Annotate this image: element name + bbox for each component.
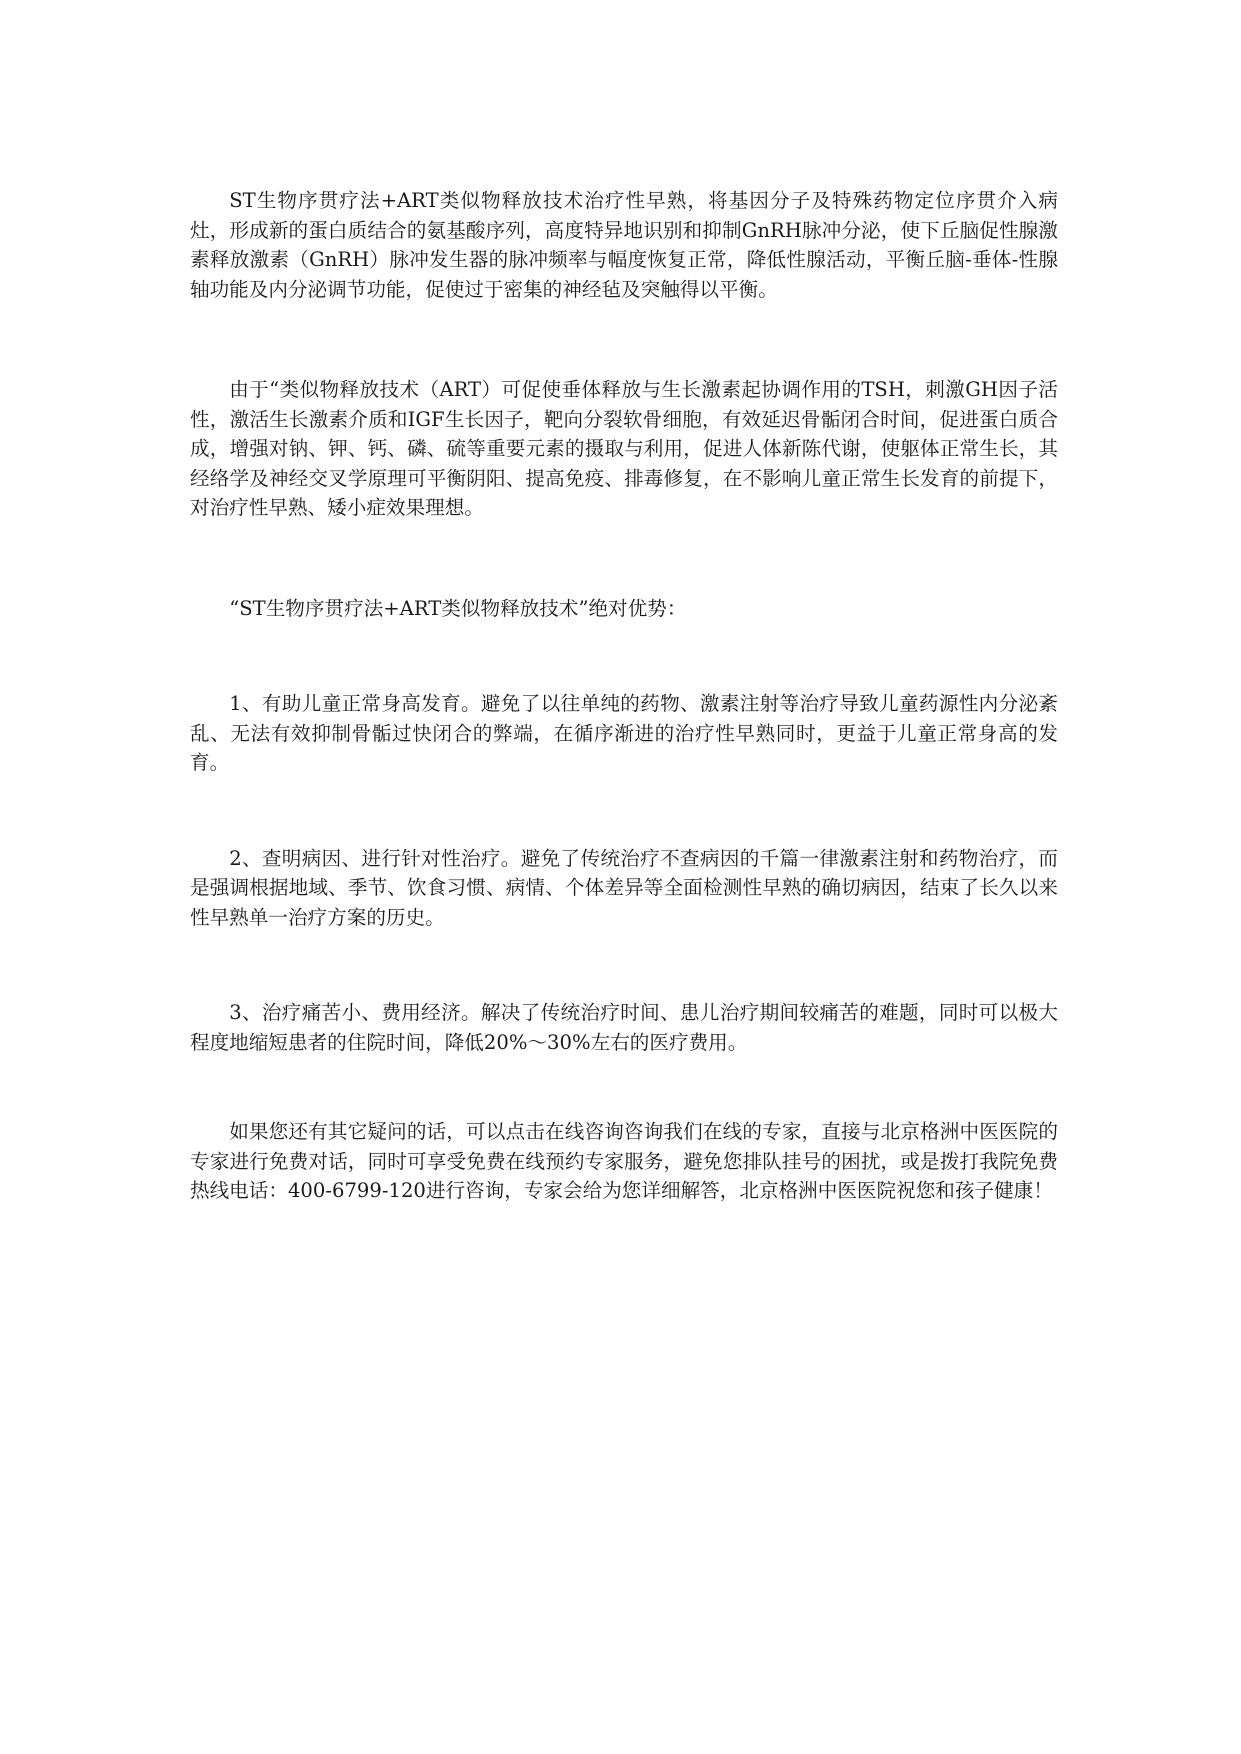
paragraph-gap [190, 1057, 1058, 1117]
advantage-item-1: 1、有助儿童正常身高发育。避免了以往单纯的药物、激素注射等治疗导致儿童药源性内分泌紊乱、无法有效抑制骨骺过快闭合的弊端，在循序渐进的治疗性早熟同时，更益于儿童正常身高的发育。 [190, 692, 1058, 774]
paragraph-gap [190, 523, 1058, 594]
advantage-item-2: 2、查明病因、进行针对性治疗。避免了传统治疗不查病因的千篇一律激素注射和药物治疗，而是强调根据地域、季节、饮食习惯、病情、个体差异等全面检测性早熟的确切病因，结束了长久以来性早熟单一治疗方案的历史。 [190, 846, 1058, 929]
advantage-item-3: 3、治疗痛苦小、费用经济。解决了传统治疗时间、患儿治疗期间较痛苦的难题，同时可以极大程度地缩短患者的住院时间，降低20%～30%左右的医疗费用。 [190, 1001, 1058, 1054]
paragraph-art-mechanism: 由于“类似物释放技术（ART）可促使垂体释放与生长激素起协调作用的TSH，刺激GH因子活性，激活生长激素介质和IGF生长因子，靶向分裂软骨细胞，有效延迟骨骺闭合时间，促进蛋白质合成，增强对钠、钾、钙、磷、硫等重要元素的摄取与利用，促进人体新陈代谢，使躯体正常生长，其经络学及神经交叉学原理可平衡阴阳、提高免疫、排毒修复，在不影响儿童正常生长发育的前提下，对治疗性早熟、矮小症效果理想。 [190, 378, 1058, 519]
paragraph-intro: ST生物序贯疗法+ART类似物释放技术治疗性早熟，将基因分子及特殊药物定位序贯介入病灶，形成新的蛋白质结合的氨基酸序列，高度特异地识别和抑制GnRH脉冲分泌，使下丘脑促性腺激素释放激素（GnRH）脉冲发生器的脉冲频率与幅度恢复正常，降低性腺活动，平衡丘脑-垂体-性腺轴功能及内分泌调节功能，促使过于密集的神经毡及突触得以平衡。 [190, 189, 1058, 301]
paragraph-gap [190, 304, 1058, 375]
document-body [190, 186, 1058, 1206]
paragraph-gap [190, 623, 1058, 689]
paragraph-gap [190, 778, 1058, 844]
paragraph-gap [190, 932, 1058, 998]
paragraph-contact: 如果您还有其它疑问的话，可以点击在线咨询咨询我们在线的专家，直接与北京格洲中医医院的专家进行免费对话，同时可享受免费在线预约专家服务，避免您排队挂号的困扰，或是拨打我院免费热线电话：400-6799-120进行咨询，专家会给为您详细解答，北京格洲中医医院祝您和孩子健康！ [190, 1120, 1058, 1202]
advantages-heading: “ST生物序贯疗法+ART类似物释放技术”绝对优势： [229, 596, 687, 620]
